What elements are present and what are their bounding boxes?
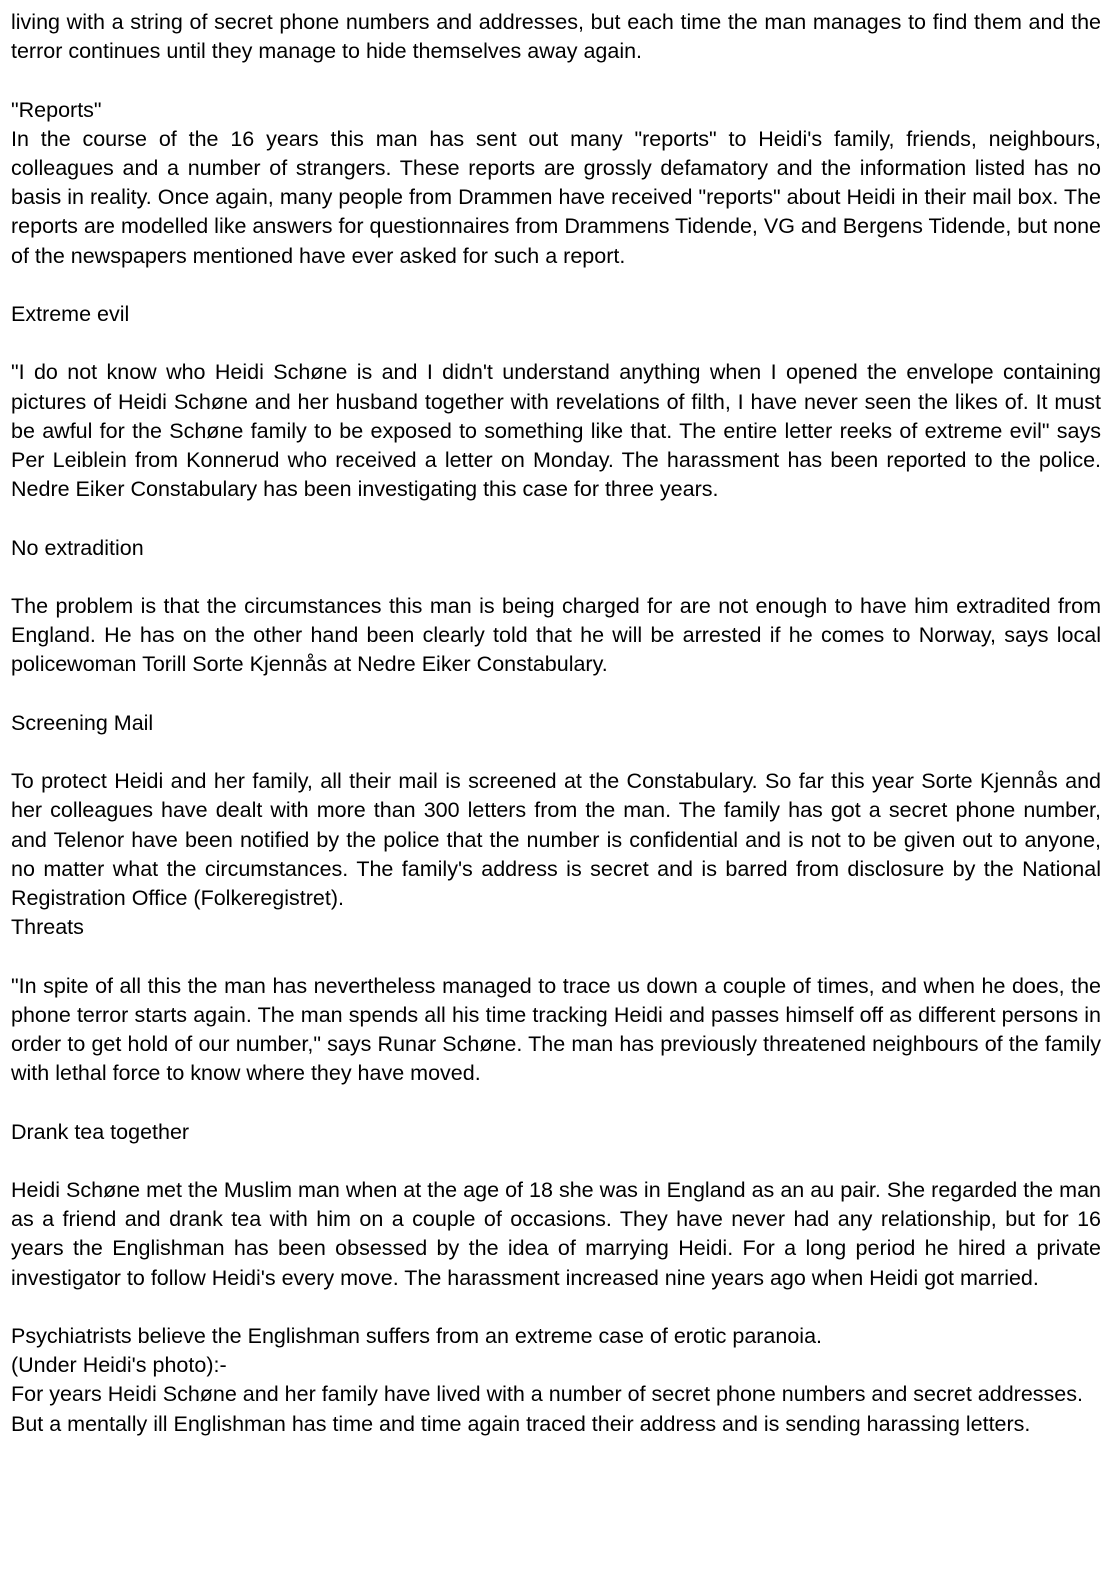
psychiatrists-line: Psychiatrists believe the Englishman suffers from an extreme case of erotic paranoia. [11,1323,823,1348]
document-page [11,8,1101,1439]
no-extradition-heading: No extradition [11,535,144,560]
screening-mail-paragraph: To protect Heidi and her family, all their mail is screened at the Constabulary. So far this year Sorte Kjennås and her colleagues have dealt with more than 300 letters from the man. The family has got a secret phone number, and Telenor have been notified by the police that the number is confidential and is not to be given out to anyone, no matter what the circumstances. The family's address is secret and is barred from disclosure by the National Registration Office (Folkeregistret). [11,769,1101,910]
drank-tea-heading: Drank tea together [11,1119,190,1144]
reports-paragraph: In the course of the 16 years this man has sent out many "reports" to Heidi's family, friends, neighbours, colleagues and a number of strangers. These reports are grossly defamatory and the information listed has no basis in reality. Once again, many people from Drammen have received "reports" about Heidi in their mail box. The reports are modelled like answers for questionnaires from Drammens Tidende, VG and Bergens Tidende, but none of the newspapers mentioned have ever asked for such a report. [11,126,1101,268]
intro-paragraph: living with a string of secret phone numbers and addresses, but each time the man manages to find them and the terror continues until they manage to hide themselves away again. [11,10,1101,64]
no-extradition-paragraph: The problem is that the circumstances this man is being charged for are not enough to have him extradited from England. He has on the other hand been clearly told that he will be arrested if he comes to Norway, says local policewoman Torill Sorte Kjennås at Nedre Eiker Constabulary. [11,593,1101,677]
reports-heading: "Reports" [11,97,102,122]
extreme-evil-paragraph: "I do not know who Heidi Schøne is and I didn't understand anything when I opened the envelope containing pictures of Heidi Schøne and her husband together with revelations of filth, I have never seen the likes of. It must be awful for the Schøne family to be exposed to something like that. The entire letter reeks of extreme evil" says Per Leiblein from Konnerud who received a letter on Monday. The harassment has been reported to the police. Nedre Eiker Constabulary has been investigating this case for three years. [11,360,1101,502]
extreme-evil-heading: Extreme evil [11,302,130,326]
threats-heading: Threats [11,915,84,940]
photo-caption-text: For years Heidi Schøne and her family have lived with a number of secret phone numbers and secret addresses. But a mentally ill Englishman has time and time again traced their address and is sending harassing letters. [11,1382,1083,1436]
threats-paragraph: "In spite of all this the man has nevertheless managed to trace us down a couple of times, and when he does, the phone terror starts again. The man spends all his time tracking Heidi and passes himself off as different persons in order to get hold of our number," says Runar Schøne. The man has previously threatened neighbours of the family with lethal force to know where they have moved. [11,973,1101,1086]
drank-tea-paragraph: Heidi Schøne met the Muslim man when at the age of 18 she was in England as an au pair. She regarded the man as a friend and drank tea with him on a couple of occasions. They have never had any relationship, but for 16 years the Englishman has been obsessed by the idea of marrying Heidi. For a long period he hired a private investigator to follow Heidi's every move. The harassment increased nine years ago when Heidi got married. [11,1177,1101,1290]
photo-caption-label: (Under Heidi's photo):- [11,1353,227,1378]
screening-mail-heading: Screening Mail [11,710,154,735]
